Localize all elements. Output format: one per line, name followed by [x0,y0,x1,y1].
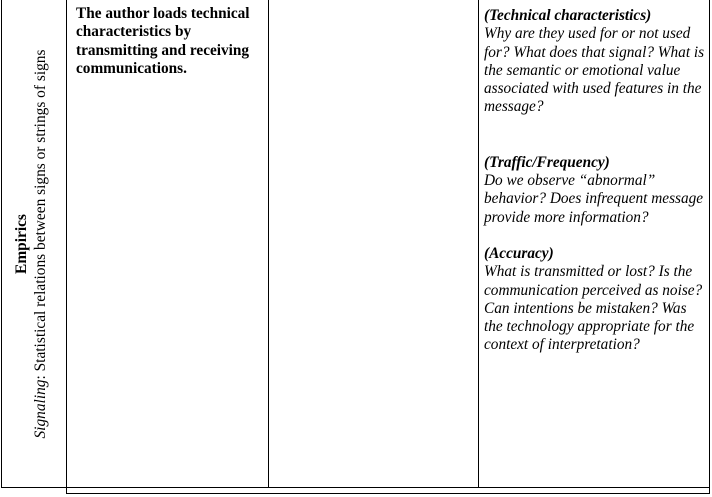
row-divider [66,493,710,494]
column-divider [66,487,67,494]
section-body-accuracy: What is transmitted or lost? Is the communication perceived as noise? Can intentions be mistaken? Was the technology appropriate for the context of interpretation? [484,263,703,354]
column-divider [709,487,710,494]
section-heading-technical: (Technical characteristics) [484,7,652,24]
column-divider [709,0,710,488]
section-heading-traffic: (Traffic/Frequency) [484,153,610,171]
row-divider [1,487,710,488]
column-divider [66,0,67,488]
section-body-traffic: Do we observe “abnormal” behavior? Does infrequent message provide more information? [484,172,704,226]
row-header-subtitle [31,4,50,484]
row-header-text [12,4,50,484]
author-description-cell: The author loads technical characteristics by transmitting and receiving communications. [76,5,250,77]
row-header-subtitle-rest: : Statistical relations between signs or strings of signs [32,49,49,380]
row-header-cell [2,2,60,486]
column-divider [268,0,269,488]
section-body-technical: Why are they used for or not used for? What does that signal? What is the semantic or emotional value associated with used features in the message? [484,25,705,116]
row-header-subtitle-term: Signaling [32,379,49,439]
column-divider [478,0,479,488]
section-heading-accuracy: (Accuracy) [484,244,554,262]
row-header-title: Empirics [13,214,30,274]
questions-cell [484,7,706,355]
